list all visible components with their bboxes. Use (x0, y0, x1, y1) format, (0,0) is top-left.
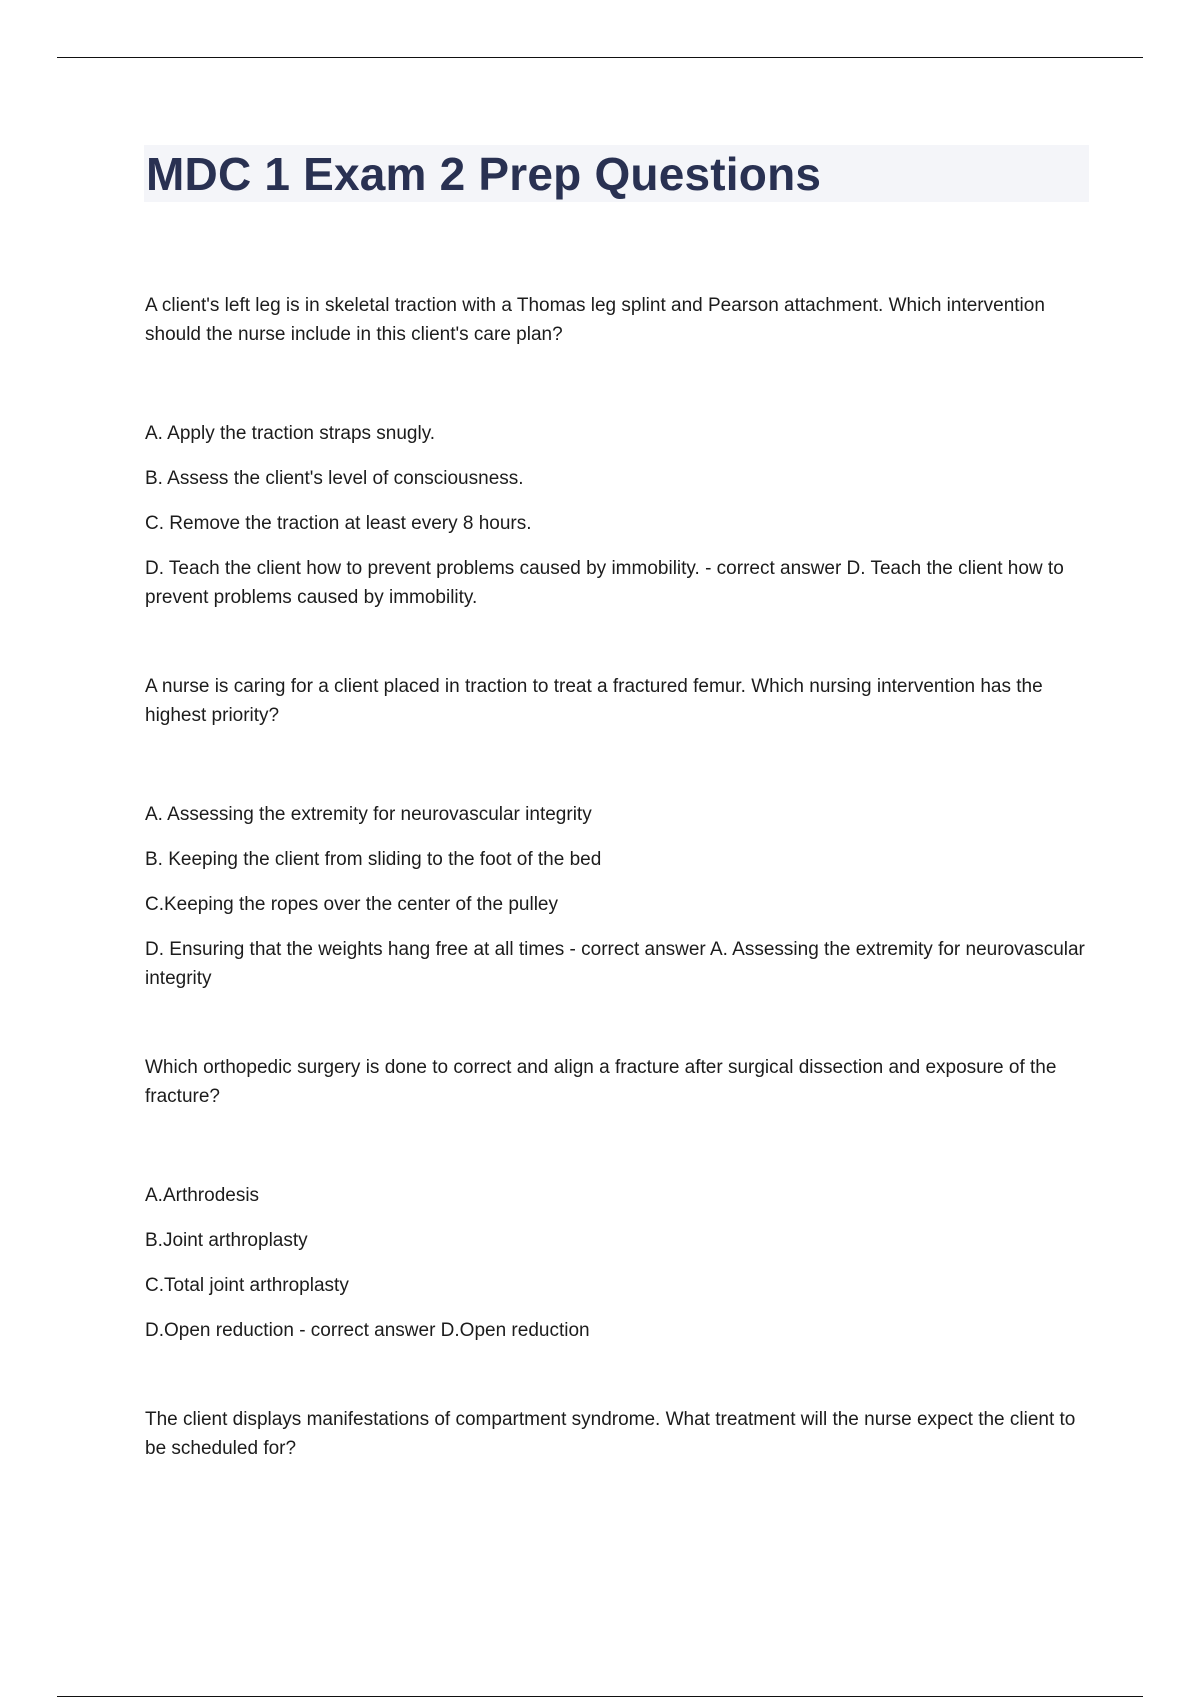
answer-option-c: C.Keeping the ropes over the center of the pulley (145, 894, 558, 915)
question-text: The client displays manifestations of compartment syndrome. What treatment will the nurse expect the client to be scheduled for? (145, 1409, 1076, 1459)
answer-option-c: C.Total joint arthroplasty (145, 1275, 349, 1296)
answer-options (145, 419, 1095, 612)
question-block-3 (145, 1053, 1095, 1345)
question-block-2 (145, 672, 1095, 993)
question-text: A client's left leg is in skeletal traction with a Thomas leg splint and Pearson attachment. Which intervention should the nurse include in this client's care plan? (145, 295, 1045, 345)
answer-options (145, 1181, 1095, 1345)
answer-option-c: C. Remove the traction at least every 8 hours. (145, 513, 532, 534)
answer-option-d: D. Ensuring that the weights hang free at all times - correct answer A. Assessing the extremity for neurovascular integrity (145, 939, 1085, 989)
answer-option-d: D. Teach the client how to prevent problems caused by immobility. - correct answer D. Teach the client how to prevent problems caused by immobility. (145, 558, 1064, 608)
answer-option-b: B.Joint arthroplasty (145, 1230, 308, 1251)
question-block-1 (145, 291, 1095, 612)
answer-option-a: A.Arthrodesis (145, 1185, 260, 1206)
question-block-4 (145, 1405, 1095, 1463)
answer-option-b: B. Assess the client's level of consciousness. (145, 468, 524, 489)
page-title: MDC 1 Exam 2 Prep Questions (146, 148, 822, 200)
answer-option-a: A. Apply the traction straps snugly. (145, 423, 436, 444)
answer-option-a: A. Assessing the extremity for neurovascular integrity (145, 804, 592, 825)
answer-options (145, 800, 1095, 993)
question-list (145, 291, 1095, 1533)
footer-rule (57, 1696, 1143, 1697)
question-text: Which orthopedic surgery is done to correct and align a fracture after surgical dissection and exposure of the fracture? (145, 1057, 1057, 1107)
answer-option-d: D.Open reduction - correct answer D.Open reduction (145, 1320, 590, 1341)
question-text: A nurse is caring for a client placed in traction to treat a fractured femur. Which nursing intervention has the highest priority? (145, 676, 1043, 726)
answer-option-b: B. Keeping the client from sliding to the foot of the bed (145, 849, 602, 870)
header-rule (57, 57, 1143, 58)
